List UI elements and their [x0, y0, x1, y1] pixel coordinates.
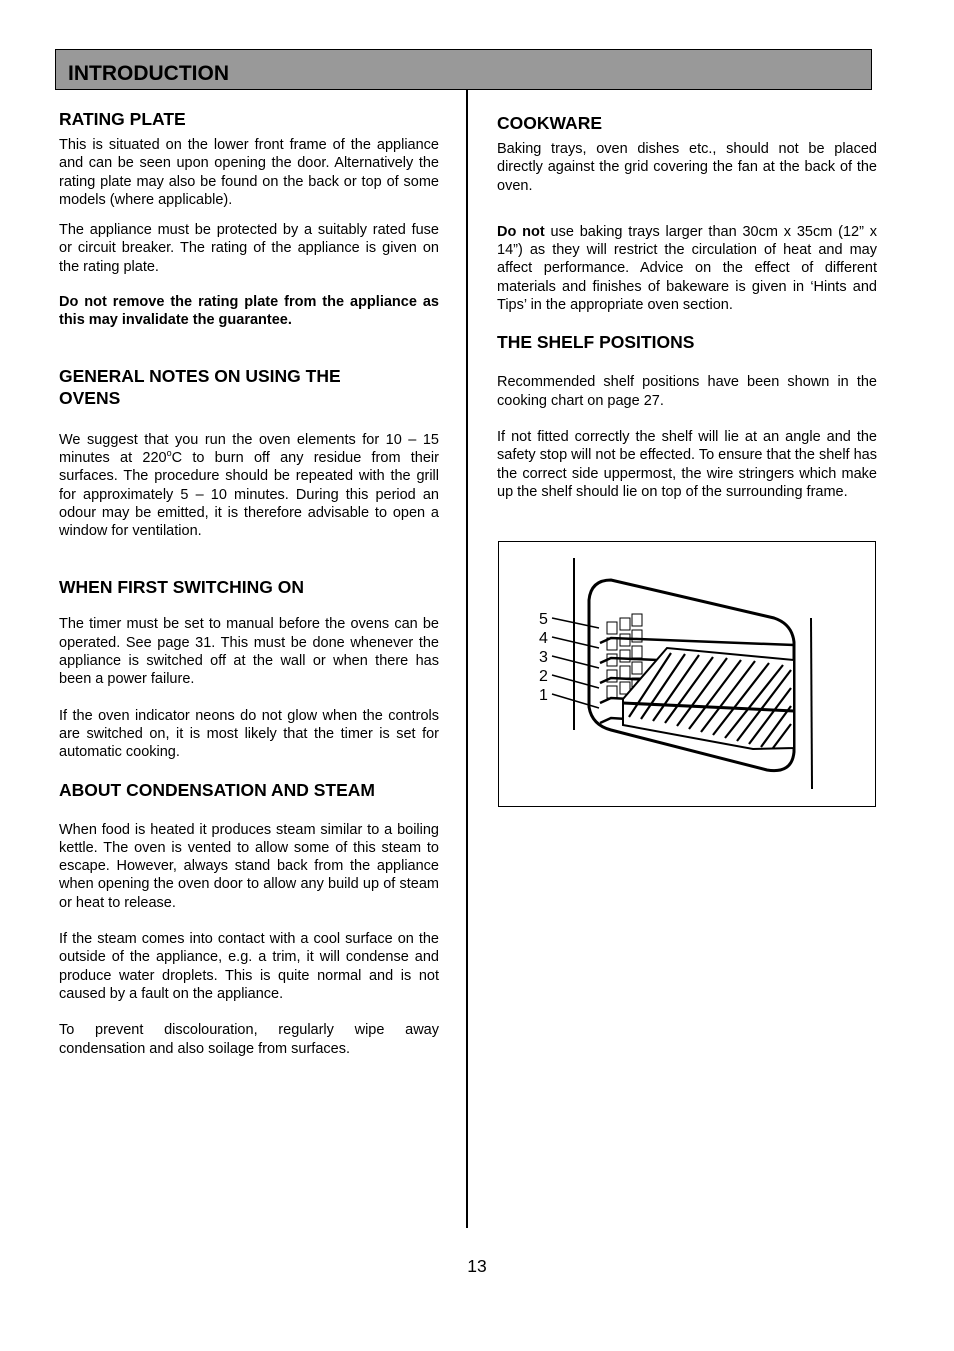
rating-plate-warning: Do not remove the rating plate from the appliance as this may invalidate the guarantee.: [59, 294, 439, 329]
shelf-label-5: 5: [539, 611, 548, 628]
cookware-paragraph-2: Do not use baking trays larger than 30cm x 35cm (12” x 14”) as they will restrict the circulation of heat and may affect performance. Advice on the effect of different materials and finishes of bakeware is given in ‘Hints and Tips’ in the appropriate oven section.: [497, 223, 877, 314]
shelf-positions-heading: THE SHELF POSITIONS: [497, 332, 695, 353]
rating-plate-heading: RATING PLATE: [59, 109, 186, 129]
shelf-positions-paragraph-1: Recommended shelf positions have been shown in the cooking chart on page 27.: [497, 374, 877, 409]
label-leaders: [552, 618, 599, 708]
shelf-label-1: 1: [539, 687, 548, 704]
cookware-paragraph-1: Baking trays, oven dishes etc., should not be placed directly against the grid covering the fan at the back of the oven.: [497, 141, 877, 194]
page-title: INTRODUCTION: [68, 62, 229, 85]
shelf-label-2: 2: [539, 668, 548, 685]
condensation-paragraph-2: If the steam comes into contact with a cool surface on the outside of the appliance, e.g. a trim, it will condense and produce water droplets. This is quite normal and is not caused by a fault on the appliance.: [59, 931, 439, 1002]
general-notes-paragraph: We suggest that you run the oven elements for 10 – 15 minutes at 220$^o$C to burn off any residue from their surfaces. The procedure should be repeated with the grill for approximately 5 – 10 minutes. During this period an odour may be emitted, it is therefore advisable to open a window for ventilation.: [59, 431, 439, 540]
first-switching-paragraph-2: If the oven indicator neons do not glow when the controls are switched on, it is most likely that the timer is set for automatic cooking.: [59, 707, 439, 761]
rating-plate-paragraph-1: This is situated on the lower front frame of the appliance and can be seen upon opening the door. Alternatively the rating plate may also be found on the back or top of some models (where applicable).: [59, 137, 439, 208]
left-column: [59, 108, 439, 1058]
first-switching-heading: WHEN FIRST SWITCHING ON: [59, 577, 304, 598]
wire-shelf: [623, 648, 794, 749]
shelf-positions-paragraph-2: If not fitted correctly the shelf will lie at an angle and the safety stop will not be effected. To ensure that the shelf has the correct side uppermost, the wire stringers which make up the shelf should lie on top of the surrounding frame.: [497, 428, 877, 500]
first-switching-paragraph-1: The timer must be set to manual before the ovens can be operated. See page 31. This must be done whenever the appliance is switched off at the wall or when there has been a power failure.: [59, 616, 439, 688]
condensation-heading: ABOUT CONDENSATION AND STEAM: [59, 779, 375, 800]
section-header-bar: [55, 49, 872, 90]
oven-shelf-illustration: [499, 542, 877, 808]
general-notes-heading: GENERAL NOTES ON USING THE OVENS: [59, 365, 341, 408]
right-column: [497, 112, 877, 501]
oven-door-edge: [811, 618, 812, 789]
shelf-label-3: 3: [539, 649, 548, 666]
rating-plate-paragraph-2: The appliance must be protected by a suitably rated fuse or circuit breaker. The rating of the appliance is given on the rating plate.: [59, 222, 439, 275]
cookware-heading: COOKWARE: [497, 113, 602, 133]
shelf-positions-diagram: [498, 541, 876, 807]
shelf-label-4: 4: [539, 630, 548, 647]
column-divider: [466, 90, 468, 1228]
condensation-paragraph-3: To prevent discolouration, regularly wipe away condensation and also soilage from surfaces.: [59, 1022, 439, 1057]
page-number: 13: [467, 1256, 487, 1276]
condensation-paragraph-1: When food is heated it produces steam similar to a boiling kettle. The oven is vented to allow some of this steam to escape. However, always stand back from the appliance when opening the oven door to allow any build up of steam or heat to release.: [59, 821, 439, 911]
